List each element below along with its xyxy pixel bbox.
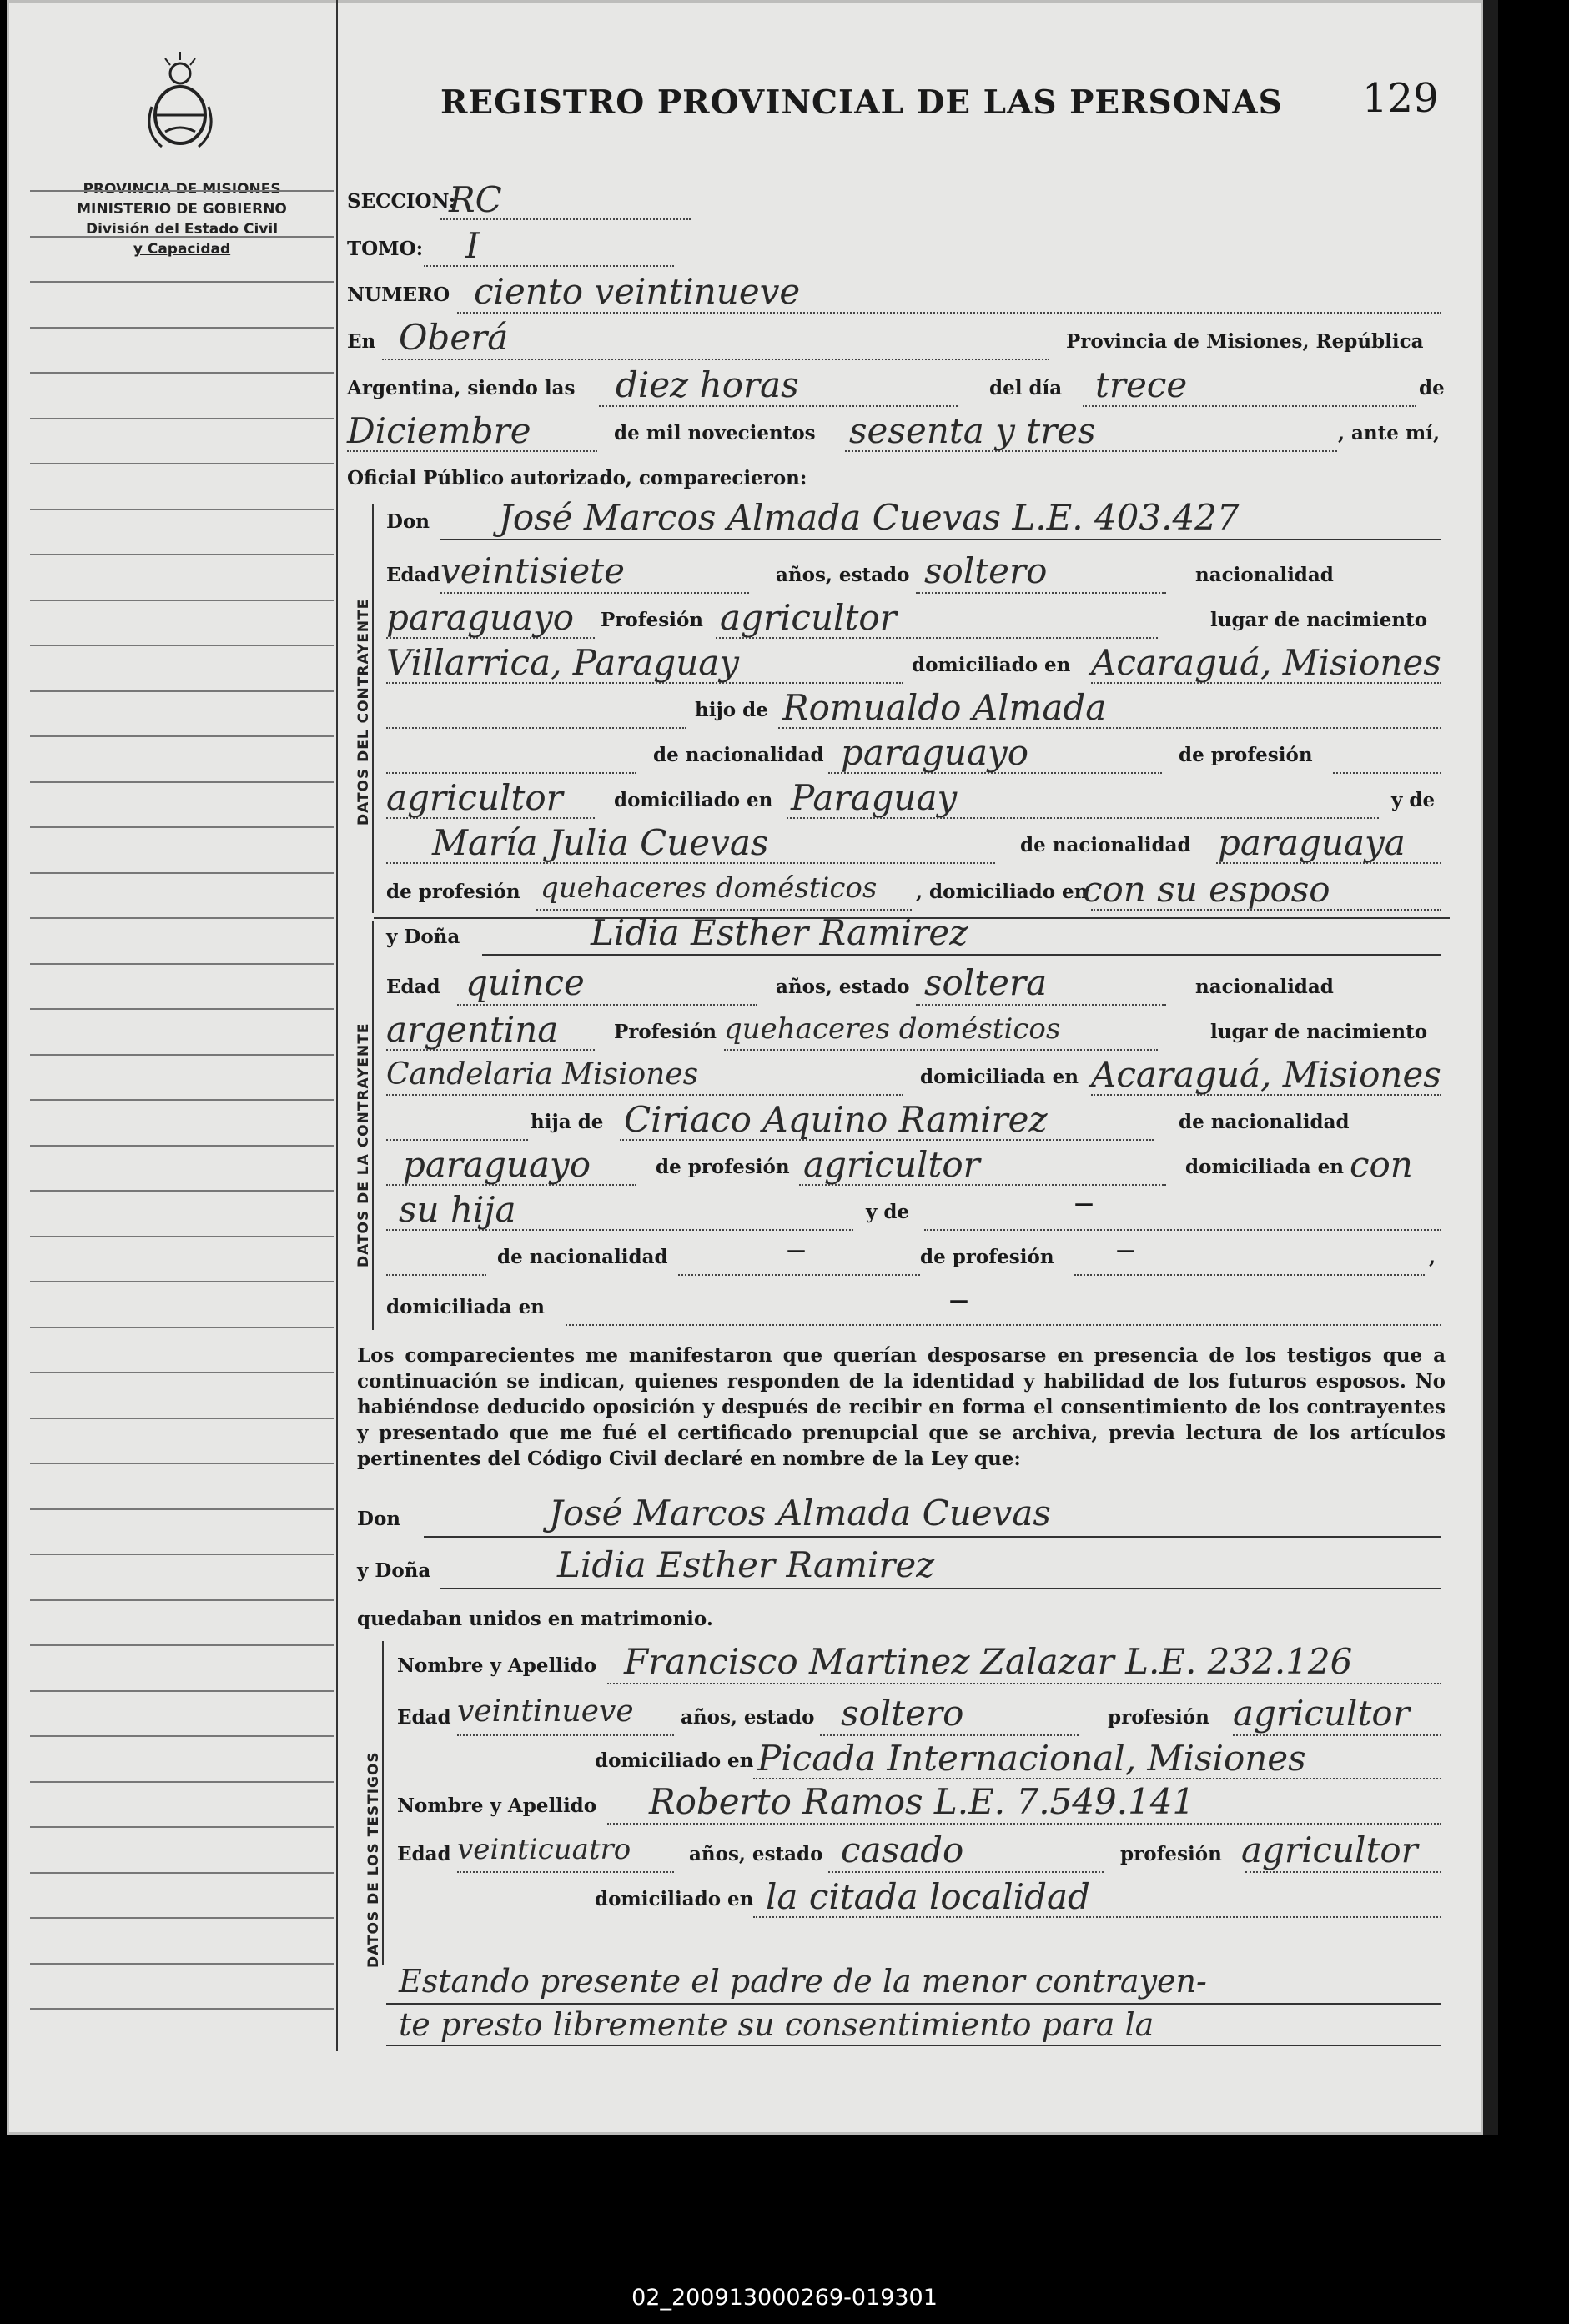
decl-bride-name: Lidia Esther Ramirez: [557, 1544, 935, 1585]
margin-rule-line: [30, 236, 334, 238]
bride-mother-prof-dash: —: [1116, 1239, 1135, 1262]
t2-edad: veinticuatro: [457, 1833, 631, 1866]
book-spine: [1483, 0, 1498, 2135]
bride-domicilio: Acaraguá, Misiones: [1091, 1054, 1441, 1095]
t1-nombre: Francisco Martinez Zalazar L.E. 232.126: [624, 1641, 1353, 1682]
margin-rule-line: [30, 1145, 334, 1147]
note-line-1: Estando presente el padre de la menor contrayen-: [399, 1963, 1207, 2000]
t1-estado: soltero: [841, 1693, 964, 1734]
margin-rule-line: [30, 645, 334, 646]
groom-father-prof: agricultor: [386, 777, 563, 818]
en-label: En: [347, 330, 376, 353]
contrayenta-bracket: [372, 921, 374, 1330]
margin-rule-line: [30, 735, 334, 737]
margin-rule-line: [30, 1963, 334, 1965]
margin-rule-line: [30, 418, 334, 419]
folio-number: 129: [1362, 75, 1439, 122]
margin-rule-line: [30, 963, 334, 965]
hijo-label: hijo de: [695, 699, 768, 721]
bride-anios-estado: años, estado: [776, 976, 910, 998]
margin-rule-line: [30, 690, 334, 692]
margin-rule-line: [30, 1554, 334, 1555]
numero-label: NUMERO: [347, 284, 450, 306]
declaration-text: Los comparecientes me manifestaron que querían desposarse en presencia de los testigos que a continuación se indican, quienes responden de la identidad y habilidad de los futuros esposos. No habiéndose deducido oposición y después de recibir en forma el consentimiento de los contrayentes y presentado que me fué el certificado prenupcial que se archiva, previa lectura de los artículos pertinentes del Código Civil declaré en nombre de la Ley que:: [357, 1344, 1446, 1470]
t1-domicilio: Picada Internacional, Misiones: [757, 1738, 1306, 1779]
bride-mother-prof-label: de profesión: [920, 1246, 1054, 1268]
t2-domicilio: la citada localidad: [766, 1876, 1090, 1917]
hija-label: hija de: [531, 1111, 604, 1133]
margin-rule-line: [30, 509, 334, 510]
authority-division: División del Estado Civil: [85, 221, 279, 238]
bride-name: Lidia Esther Ramirez: [591, 912, 968, 953]
groom-mother-nac: paraguaya: [1218, 822, 1406, 863]
bride-father: Ciriaco Aquino Ramirez: [624, 1099, 1048, 1140]
t1-edad-label: Edad: [397, 1706, 451, 1729]
groom-profesion-label: Profesión: [601, 609, 704, 631]
margin-rule-line: [30, 872, 334, 874]
bride-lugar-label: lugar de nacimiento: [1210, 1021, 1428, 1043]
authority-capacity: y Capacidad: [133, 241, 231, 258]
margin-rule-line: [30, 463, 334, 464]
groom-domicilio: Acaraguá, Misiones: [1091, 642, 1441, 683]
bride-father-prof-label: de profesión: [656, 1156, 790, 1178]
margin-rule-line: [30, 1690, 334, 1692]
margin-rule-line: [30, 1236, 334, 1237]
bride-mother-dash: —: [1074, 1192, 1094, 1215]
groom-nacionalidad-label: nacionalidad: [1195, 564, 1334, 586]
numero-value: ciento veintinueve: [474, 271, 801, 312]
groom-mother-nac-label: de nacionalidad: [1020, 834, 1191, 856]
margin-rule-line: [30, 1372, 334, 1373]
register-page: [7, 0, 1483, 2135]
groom-estado: soltero: [924, 550, 1048, 591]
groom-y-de: y de: [1391, 789, 1436, 811]
t1-nombre-label: Nombre y Apellido: [397, 1654, 597, 1677]
margin-rule-line: [30, 1054, 334, 1056]
tomo-value: I: [465, 225, 480, 266]
t2-nombre: Roberto Ramos L.E. 7.549.141: [649, 1781, 1195, 1822]
groom-mother: María Julia Cuevas: [432, 822, 769, 863]
bride-mother-nac-dash: —: [787, 1239, 806, 1262]
dia-value: trece: [1095, 364, 1188, 405]
groom-father-dom: Paraguay: [791, 777, 958, 818]
t2-profesion-label: profesión: [1120, 1843, 1222, 1865]
groom-father-dom-label: domiciliado en: [614, 789, 773, 811]
margin-rule-line: [30, 190, 334, 192]
margin-rule-line: [30, 327, 334, 329]
groom-mother-prof: quehaceres domésticos: [541, 871, 878, 905]
margin-rule-line: [30, 1826, 334, 1828]
bride-comma: ,: [1429, 1246, 1436, 1268]
margin-rule-line: [30, 600, 334, 601]
authority-ministry: MINISTERIO DE GOBIERNO: [77, 201, 287, 218]
seccion-value: RC: [449, 179, 502, 220]
bride-father-dom-a: con: [1350, 1144, 1413, 1185]
bride-father-dom-b: su hija: [399, 1189, 516, 1230]
groom-father-nac-label: de nacionalidad: [653, 744, 824, 766]
groom-father-prof-label: de profesión: [1179, 744, 1313, 766]
bride-nacionalidad: argentina: [386, 1009, 559, 1050]
margin-rule-line: [30, 1917, 334, 1919]
place-value: Oberá: [399, 317, 509, 358]
mes-value: Diciembre: [347, 410, 531, 451]
bride-father-prof: agricultor: [803, 1144, 980, 1185]
note-line-2: te presto libremente su consentimiento para la: [399, 2006, 1154, 2043]
page-title: REGISTRO PROVINCIAL DE LAS PERSONAS: [440, 83, 1283, 122]
bride-father-nac: paraguayo: [403, 1144, 591, 1185]
image-identifier: 02_200913000269-019301: [631, 2285, 938, 2311]
t1-dom-label: domiciliado en: [595, 1749, 754, 1772]
oficial-text: Oficial Público autorizado, comparecieron:: [347, 467, 807, 489]
margin-rule-line: [30, 1418, 334, 1419]
ante-mi-text: , ante mí,: [1338, 422, 1440, 444]
bride-father-dom-label: domiciliada en: [1185, 1156, 1344, 1178]
groom-edad: veintisiete: [440, 550, 625, 591]
margin-rule-line: [30, 372, 334, 374]
margin-rule-line: [30, 1599, 334, 1601]
decl-groom-name: José Marcos Almada Cuevas: [549, 1493, 1051, 1533]
left-margin-column: [7, 0, 338, 2051]
dona-label: y Doña: [386, 926, 460, 948]
contrayente-side-label: DATOS DEL CONTRAYENTE: [355, 598, 372, 826]
groom-father-nac: paraguayo: [841, 732, 1029, 773]
bride-nacionalidad-label: nacionalidad: [1195, 976, 1334, 998]
don-label: Don: [386, 510, 430, 533]
t2-anios-estado: años, estado: [689, 1843, 823, 1865]
groom-profesion: agricultor: [720, 597, 897, 638]
authority-province: PROVINCIA DE MISIONES: [83, 181, 281, 198]
testigos-bracket: [382, 1641, 384, 1965]
margin-rule-line: [30, 554, 334, 555]
groom-nacionalidad: paraguayo: [386, 597, 575, 638]
bride-profesion: quehaceres domésticos: [724, 1012, 1061, 1046]
t2-nombre-label: Nombre y Apellido: [397, 1794, 597, 1817]
groom-lugar-label: lugar de nacimiento: [1210, 609, 1428, 631]
coat-of-arms-icon: [140, 48, 220, 155]
margin-rule-line: [30, 826, 334, 828]
bride-father-nac-label: de nacionalidad: [1179, 1111, 1350, 1133]
margin-rule-line: [30, 281, 334, 283]
groom-domiciliado-label: domiciliado en: [912, 654, 1071, 676]
margin-rule-line: [30, 917, 334, 919]
margin-rule-line: [30, 2008, 334, 2010]
de-mil-text: de mil novecientos: [614, 422, 816, 444]
bride-mother-nac-label: de nacionalidad: [497, 1246, 668, 1268]
groom-mother-dom-label: , domiciliado en: [916, 881, 1089, 903]
margin-rule-line: [30, 1872, 334, 1874]
groom-name: José Marcos Almada Cuevas L.E. 403.427: [499, 497, 1240, 538]
contrayenta-side-label: DATOS DE LA CONTRAYENTE: [355, 1022, 372, 1267]
argentina-text: Argentina, siendo las: [347, 377, 576, 399]
groom-anios-estado: años, estado: [776, 564, 910, 586]
groom-lugar: Villarrica, Paraguay: [386, 642, 740, 683]
decl-dona-label: y Doña: [357, 1559, 431, 1582]
de-label: de: [1419, 377, 1445, 399]
margin-rule-line: [30, 1735, 334, 1737]
t2-estado: casado: [841, 1830, 964, 1870]
bride-edad-label: Edad: [386, 976, 440, 998]
bride-domiciliada-label: domiciliada en: [920, 1066, 1079, 1088]
decl-closing: quedaban unidos en matrimonio.: [357, 1608, 713, 1630]
margin-rule-line: [30, 1008, 334, 1010]
margin-rule-line: [30, 1463, 334, 1464]
margin-rule-line: [30, 1644, 334, 1646]
decl-don-label: Don: [357, 1508, 401, 1530]
margin-rule-line: [30, 1190, 334, 1192]
seccion-label: SECCION:: [347, 190, 456, 213]
bride-mother-dom-dash: —: [949, 1289, 968, 1312]
bride-estado: soltera: [924, 962, 1048, 1003]
t1-edad: veintinueve: [457, 1694, 634, 1729]
hora-value: diez horas: [616, 364, 799, 405]
t1-anios-estado: años, estado: [681, 1706, 815, 1729]
groom-father: Romualdo Almada: [782, 687, 1107, 728]
bride-edad: quince: [465, 962, 585, 1003]
margin-rule-line: [30, 781, 334, 783]
del-dia-label: del día: [989, 377, 1063, 399]
tomo-label: TOMO:: [347, 238, 424, 260]
t2-dom-label: domiciliado en: [595, 1888, 754, 1910]
t1-profesion-label: profesión: [1108, 1706, 1209, 1729]
bride-y-de: y de: [866, 1201, 910, 1223]
t2-profesion: agricultor: [1241, 1830, 1418, 1870]
provincia-text: Provincia de Misiones, República: [1066, 330, 1424, 353]
contrayente-bracket: [372, 504, 374, 913]
t1-profesion: agricultor: [1233, 1693, 1410, 1734]
groom-edad-label: Edad: [386, 564, 440, 586]
margin-rule-line: [30, 1281, 334, 1282]
bride-profesion-label: Profesión: [614, 1021, 717, 1043]
margin-rule-line: [30, 1508, 334, 1510]
bride-lugar: Candelaria Misiones: [386, 1057, 699, 1092]
margin-rule-line: [30, 1099, 334, 1101]
margin-rule-line: [30, 1327, 334, 1328]
margin-rule-line: [30, 1781, 334, 1783]
anio-value: sesenta y tres: [849, 410, 1096, 451]
groom-mother-dom: con su esposo: [1083, 869, 1330, 910]
bride-mother-dom-label: domiciliada en: [386, 1296, 545, 1318]
testigos-side-label: DATOS DE LOS TESTIGOS: [365, 1751, 382, 1968]
t2-edad-label: Edad: [397, 1843, 451, 1865]
groom-mother-prof-label: de profesión: [386, 881, 520, 903]
